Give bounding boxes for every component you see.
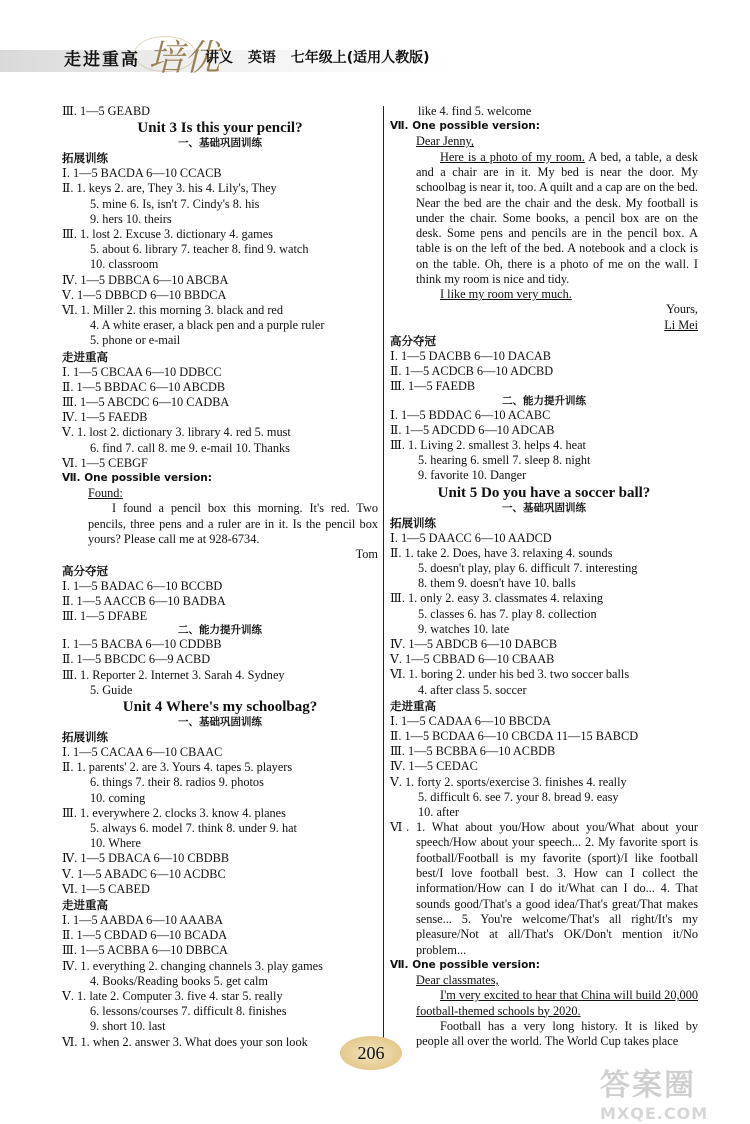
answer-line: Ⅶ. One possible version: xyxy=(62,472,212,485)
page-header xyxy=(0,0,750,86)
answer-line: Ⅵ. 1—5 CEBGF xyxy=(62,455,148,470)
answer-line: 10. after xyxy=(418,804,459,819)
answer-line: 4. A white eraser, a black pen and a purple ruler xyxy=(90,318,325,333)
watermark-bottom: MXQE.COM xyxy=(600,1104,709,1123)
answer-line: Ⅱ. 1. parents' 2. are 3. Yours 4. tapes 5. players xyxy=(62,760,293,775)
answer-line: 5. phone or e-mail xyxy=(90,333,181,348)
answer-line: Ⅳ. 1—5 DBBCA 6—10 ABCBA xyxy=(62,272,229,287)
answer-line: Ⅴ. 1. forty 2. sports/exercise 3. finishes 4. really xyxy=(390,774,627,789)
answer-line: 6. find 7. call 8. me 9. e-mail 10. Thanks xyxy=(90,440,290,455)
letter-signature: Tom xyxy=(355,547,378,562)
answer-line: Ⅲ. 1—5 ACBBA 6—10 DBBCA xyxy=(62,943,228,958)
answer-line: Ⅶ. One possible version: xyxy=(390,958,540,971)
left-column xyxy=(62,104,378,1050)
section-label: 拓展训练 xyxy=(390,515,436,530)
letter-body: I found a pencil box this morning. It's red. Two pencils, three pens and a ruler are in it. Is the pencil box yours? Please call me at 928-6734. xyxy=(88,501,378,547)
answer-line: Ⅰ. 1—5 CACAA 6—10 CBAAC xyxy=(62,744,223,759)
answer-line: Ⅲ. 1. everywhere 2. clocks 3. know 4. planes xyxy=(62,805,286,820)
answer-line: 10. coming xyxy=(90,790,146,805)
answer-line: Ⅱ. 1—5 BBDAC 6—10 ABCDB xyxy=(62,379,226,394)
answer-line: 8. them 9. doesn't have 10. balls xyxy=(418,576,576,591)
answer-line: Ⅰ. 1—5 BADAC 6—10 BCCBD xyxy=(62,578,223,593)
answer-line: Ⅳ. 1. everything 2. changing channels 3. play games xyxy=(62,958,323,973)
right-column xyxy=(390,104,698,1049)
essay-body: Football has a very long history. It is liked by people all over the world. The World Cup takes place xyxy=(416,1018,698,1049)
answer-line: Ⅶ. One possible version: xyxy=(390,120,540,133)
answer-line: Ⅰ. 1—5 CADAA 6—10 BBCDA xyxy=(390,713,551,728)
answer-line: 5. hearing 6. smell 7. sleep 8. night xyxy=(418,453,591,468)
section-subhead: 二、能力提升训练 xyxy=(178,624,262,637)
answer-line: Ⅴ. 1. lost 2. dictionary 3. library 4. red 5. must xyxy=(62,425,291,440)
answer-line: Ⅲ. 1. only 2. easy 3. classmates 4. relaxing xyxy=(390,591,604,606)
header-brand: 走进重高 xyxy=(64,50,140,70)
letter-text: A bed, a table, a desk and a chair are in it. My bed is near the door. My schoolbag is near it, too. A quilt and a cap are on the bed. Near the bed are the chair and the desk. My football is under the chair. Some books, a pencil box are on the desk. Some pens and pencils are in the pencil box. A table is on the left of the bed. A notebook and a clock is on the table. Oh, there is a photo of me on the wall. I think my room is nice and tidy. xyxy=(416,149,698,286)
answer-line: Ⅴ. 1—5 ABADC 6—10 ACDBC xyxy=(62,866,226,881)
answer-line: Ⅵ. 1. Miller 2. this morning 3. black and red xyxy=(62,303,284,318)
answer-line: Ⅴ. 1. late 2. Computer 3. five 4. star 5. really xyxy=(62,989,283,1004)
answer-line: Ⅱ. 1—5 CBDAD 6—10 BCADA xyxy=(62,928,228,943)
answer-line: 5. mine 6. Is, isn't 7. Cindy's 8. his xyxy=(90,196,260,211)
unit-title: Unit 5 Do you have a soccer ball? xyxy=(437,484,651,501)
answer-line: Ⅵ. 1—5 CABED xyxy=(62,881,150,896)
answer-line: Ⅲ. 1—5 BCBBA 6—10 ACBDB xyxy=(390,744,556,759)
answer-line: 5. difficult 6. see 7. your 8. bread 9. easy xyxy=(418,789,619,804)
answer-line: Ⅲ. 1—5 FAEDB xyxy=(390,379,476,394)
section-subhead: 一、基础巩固训练 xyxy=(178,715,262,728)
answer-line: 10. Where xyxy=(90,836,141,851)
answer-line: Ⅱ. 1—5 BCDAA 6—10 CBCDA 11—15 BABCD xyxy=(390,728,639,743)
answer-line: Ⅱ. 1. keys 2. are, They 3. his 4. Lily's, They xyxy=(62,181,277,196)
answer-line: Ⅲ. 1. Living 2. smallest 3. helps 4. heat xyxy=(390,437,586,452)
watermark-top: 答案圈 xyxy=(600,1068,696,1103)
section-label: 走进重高 xyxy=(62,898,108,913)
answer-line: 4. after class 5. soccer xyxy=(418,682,527,697)
answer-line: 5. about 6. library 7. teacher 8. find 9. watch xyxy=(90,242,309,257)
letter-closing-text: I like my room very much. xyxy=(440,287,572,302)
page-number: 206 xyxy=(340,1036,402,1070)
section-subhead: 一、基础巩固训练 xyxy=(178,137,262,150)
header-subtitle: 讲义 英语 七年级上(适用人教版) xyxy=(205,50,430,66)
answer-line: Ⅲ. 1. lost 2. Excuse 3. dictionary 4. games xyxy=(62,227,273,242)
letter-opening: Here is a photo of my room. xyxy=(440,149,585,164)
answer-line: Ⅱ. 1—5 BBCDC 6—9 ACBD xyxy=(62,652,211,667)
answer-line: Ⅱ. 1—5 AACCB 6—10 BADBA xyxy=(62,593,226,608)
answer-line: Ⅳ. 1—5 CEDAC xyxy=(390,759,478,774)
answer-line: 9. short 10. last xyxy=(90,1019,166,1034)
answer-line: Ⅵ. 1. when 2. answer 3. What does your son look xyxy=(62,1034,308,1049)
answer-line: Ⅴ. 1—5 DBBCD 6—10 BBDCA xyxy=(62,287,227,302)
letter-body xyxy=(390,150,698,288)
unit-title: Unit 3 Is this your pencil? xyxy=(137,120,303,137)
letter-yours: Yours, xyxy=(666,302,698,317)
answer-paragraph: Ⅵ. 1. What about you/How about you/What about your speech/How about your speech... 2. My favorite sport is football/Football is my favorite (sport)/I like football best/I love football best. 3. How can I collect the information/How can I do it/What can I do... 4. That sounds good/That's a good idea/That's great/That makes sense... 5. You're welcome/That's all right/It's my pleasure/Not at all/That's OK/Don't mention it/No problem... xyxy=(390,820,698,957)
answer-line: Ⅱ. 1. take 2. Does, have 3. relaxing 4. sounds xyxy=(390,545,613,560)
answer-line: Ⅲ. 1—5 GEABD xyxy=(62,104,151,118)
column-divider xyxy=(383,106,384,1056)
answer-line: Ⅲ. 1—5 ABCDC 6—10 CADBA xyxy=(62,395,230,410)
answer-line: Ⅰ. 1—5 AABDA 6—10 AAABA xyxy=(62,913,223,928)
answer-line: 4. Books/Reading books 5. get calm xyxy=(90,973,268,988)
section-label: 拓展训练 xyxy=(62,151,108,166)
answer-line: 5. always 6. model 7. think 8. under 9. hat xyxy=(90,821,297,835)
letter-salutation: Dear Jenny, xyxy=(416,134,474,149)
answer-line: 6. things 7. their 8. radios 9. photos xyxy=(90,775,264,790)
section-label: 高分夺冠 xyxy=(62,563,108,578)
essay-opening: I'm very excited to hear that China will build 20,000 football-themed schools by 2020. xyxy=(416,988,698,1018)
section-label: 拓展训练 xyxy=(62,729,108,744)
answer-line: 5. classes 6. has 7. play 8. collection xyxy=(418,606,597,621)
answer-line: Ⅱ. 1—5 ACDCB 6—10 ADCBD xyxy=(390,364,554,379)
section-label: 走进重高 xyxy=(62,349,108,364)
answer-line: 9. favorite 10. Danger xyxy=(418,468,527,483)
unit-title: Unit 4 Where's my schoolbag? xyxy=(122,698,318,715)
answer-line: Ⅰ. 1—5 BACDA 6—10 CCACB xyxy=(62,166,222,181)
watermark-logo xyxy=(600,1060,740,1123)
answer-line: 5. Guide xyxy=(90,682,133,697)
answer-line: Ⅱ. 1—5 ADCDD 6—10 ADCAB xyxy=(390,422,555,437)
answer-line: Ⅴ. 1—5 CBBAD 6—10 CBAAB xyxy=(390,652,555,667)
answer-line: Ⅳ. 1—5 DBACA 6—10 CBDBB xyxy=(62,851,230,866)
answer-line: Ⅲ. 1—5 DFABE xyxy=(62,608,148,623)
section-subhead: 二、能力提升训练 xyxy=(502,394,586,407)
answer-line: 10. classroom xyxy=(90,257,159,272)
answer-line: 6. lessons/courses 7. difficult 8. finishes xyxy=(90,1004,287,1019)
section-subhead: 一、基础巩固训练 xyxy=(502,501,586,514)
answer-line: Ⅳ. 1—5 ABDCB 6—10 DABCB xyxy=(390,636,558,651)
answer-line: Ⅳ. 1—5 FAEDB xyxy=(62,410,148,425)
header-script-logo: 培优 xyxy=(148,38,221,79)
answer-line: 5. doesn't play, play 6. difficult 7. interesting xyxy=(418,560,638,575)
answer-line: Ⅲ. 1. Reporter 2. Internet 3. Sarah 4. Sydney xyxy=(62,667,285,682)
letter-salutation: Found: xyxy=(88,486,123,501)
answer-line: Ⅵ. 1. boring 2. under his bed 3. two soccer balls xyxy=(390,667,630,682)
section-label: 走进重高 xyxy=(390,698,436,713)
answer-line: 9. hers 10. theirs xyxy=(90,211,172,226)
section-label: 高分夺冠 xyxy=(390,333,436,348)
letter-closing xyxy=(390,287,698,302)
answer-line: Ⅰ. 1—5 CBCAA 6—10 DDBCC xyxy=(62,364,222,379)
answer-line: Ⅰ. 1—5 BDDAC 6—10 ACABC xyxy=(390,407,551,422)
answer-line: 9. watches 10. late xyxy=(418,621,510,636)
letter-name: Li Mei xyxy=(664,317,698,332)
answer-line: Ⅰ. 1—5 DAACC 6—10 AADCD xyxy=(390,530,552,545)
answer-line: Ⅰ. 1—5 BACBA 6—10 CDDBB xyxy=(62,637,222,652)
letter-salutation: Dear classmates, xyxy=(416,973,499,988)
answer-line: like 4. find 5. welcome xyxy=(418,104,532,118)
answer-line: Ⅰ. 1—5 DACBB 6—10 DACAB xyxy=(390,348,551,363)
